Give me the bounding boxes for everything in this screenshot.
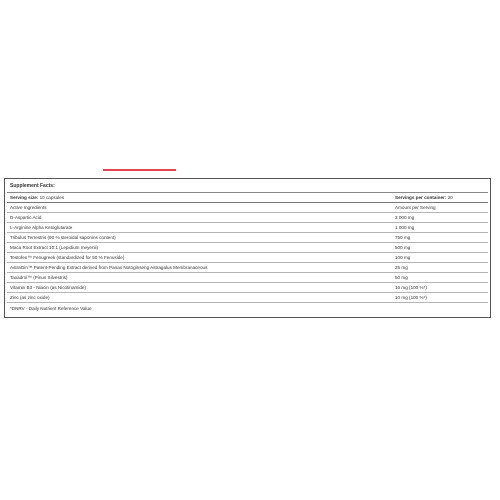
ingredient-amount: 100 mg bbox=[395, 255, 411, 260]
ingredient-name: AstraGin™ Patent-Pending Extract derived from Panax Notoginseng Astragalus Membranaceous bbox=[10, 265, 208, 270]
table-row bbox=[7, 283, 488, 293]
table-row bbox=[7, 263, 488, 273]
table-row bbox=[7, 243, 488, 253]
ingredient-amount: 25 mg bbox=[395, 265, 408, 270]
table-row bbox=[7, 213, 488, 223]
table-row bbox=[7, 253, 488, 263]
servings-per-container-label: Servings per container: bbox=[395, 195, 447, 200]
ingredient-amount: 50 mg bbox=[395, 275, 408, 280]
column-header-ingredient: Active Ingredients bbox=[10, 205, 47, 210]
table-row bbox=[7, 273, 488, 283]
ingredient-amount: 3 000 mg bbox=[395, 215, 415, 220]
ingredient-name: Vitamin B3 - Niacin (as Nicotinamide) bbox=[10, 285, 86, 290]
column-header-row bbox=[7, 203, 488, 213]
column-header-amount: Amount per Serving bbox=[395, 205, 436, 210]
ingredient-name: Taxadrol™ (Pinus Silvestris) bbox=[10, 275, 68, 280]
servings-per-container bbox=[395, 195, 485, 200]
supplement-facts-table bbox=[4, 178, 491, 318]
ingredient-amount: 750 mg bbox=[395, 235, 411, 240]
ingredient-name: Maca Root Extract 10:1 (Lepidium meyenii) bbox=[10, 245, 99, 250]
servings-per-container-value: 20 bbox=[447, 195, 453, 200]
footnote-row bbox=[7, 303, 488, 313]
ingredient-amount: 10 mg (100 %*) bbox=[395, 295, 427, 300]
ingredient-name: Zinc (as zinc oxide) bbox=[10, 295, 50, 300]
ingredient-name: L-Arginine Alpha Ketoglutarate bbox=[10, 225, 73, 230]
serving-info-row bbox=[7, 193, 488, 203]
accent-underline bbox=[103, 169, 176, 171]
ingredient-amount: 16 mg (100 %*) bbox=[395, 285, 427, 290]
ingredient-name: Tribulus Terrestris (90 % steroidal saponins content) bbox=[10, 235, 116, 240]
ingredient-name: Testofen™ Fenugreek (standardized for 50 % Fenuside) bbox=[10, 255, 125, 260]
table-row bbox=[7, 233, 488, 243]
table-row bbox=[7, 223, 488, 233]
ingredient-name: D-Aspartic Acid bbox=[10, 215, 42, 220]
serving-size-label: Serving size: bbox=[10, 195, 39, 200]
footnote: *DNRV - Daily Nutrient Reference Value bbox=[10, 306, 92, 311]
serving-size bbox=[10, 195, 395, 200]
serving-size-value: 10 capsules bbox=[39, 195, 65, 200]
ingredient-amount: 500 mg bbox=[395, 245, 411, 250]
facts-title: Supplement Facts: bbox=[7, 181, 488, 193]
table-row bbox=[7, 293, 488, 303]
ingredient-amount: 1 000 mg bbox=[395, 225, 415, 230]
